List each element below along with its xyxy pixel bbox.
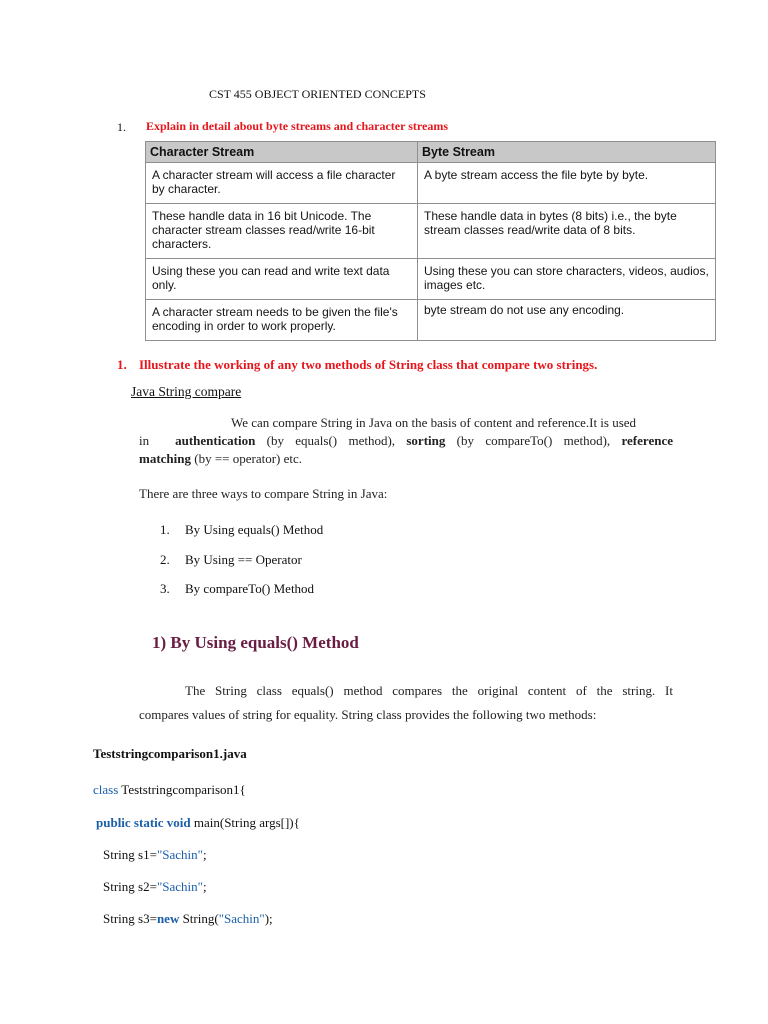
ways-intro: There are three ways to compare String in Java: bbox=[139, 486, 388, 501]
table-cell: A character stream will access a file character by character. bbox=[146, 163, 418, 204]
code-line: String s3=new String("Sachin"); bbox=[103, 911, 273, 926]
comparison-ways-list bbox=[160, 522, 323, 611]
intro-line-2: in authentication (by equals() method), sorting (by compareTo() method), reference bbox=[139, 433, 673, 448]
table-cell: These handle data in 16 bit Unicode. The character stream classes read/write 16-bit characters. bbox=[146, 204, 418, 259]
question-2-number: 1. bbox=[117, 357, 127, 372]
table-row bbox=[146, 163, 716, 204]
question-1-number: 1. bbox=[117, 120, 126, 134]
code-filename: Teststringcomparison1.java bbox=[93, 746, 247, 761]
list-item: 1. By Using equals() Method bbox=[160, 522, 324, 537]
table-row bbox=[146, 259, 716, 300]
intro-line-3: matching (by == operator) etc. bbox=[139, 451, 303, 466]
code-line: String s2="Sachin"; bbox=[103, 879, 207, 894]
table-cell: Using these you can store characters, videos, audios, images etc. bbox=[418, 259, 716, 300]
intro-paragraph bbox=[139, 414, 673, 468]
table-cell: Using these you can read and write text data only. bbox=[146, 259, 418, 300]
table-row bbox=[146, 204, 716, 259]
code-line: String s1="Sachin"; bbox=[103, 847, 207, 862]
intro-line-1: We can compare String in Java on the basis of content and reference.It is used bbox=[231, 415, 637, 430]
table-cell: These handle data in bytes (8 bits) i.e., the byte stream classes read/write data of 8 bits. bbox=[418, 204, 716, 259]
table-header-row bbox=[146, 142, 716, 163]
column-header-character-stream: Character Stream bbox=[146, 142, 418, 163]
column-header-byte-stream: Byte Stream bbox=[418, 142, 716, 163]
table-cell: A byte stream access the file byte by byte. bbox=[418, 163, 716, 204]
table-cell: byte stream do not use any encoding. bbox=[418, 300, 716, 341]
list-item: 2. By Using == Operator bbox=[160, 551, 302, 567]
equals-line-1: The String class equals() method compares the original content of the string. It bbox=[185, 683, 673, 698]
code-line: public static void main(String args[]){ bbox=[96, 815, 300, 830]
table-row bbox=[146, 300, 716, 341]
document-header: CST 455 OBJECT ORIENTED CONCEPTS bbox=[209, 87, 426, 101]
section-heading: 1) By Using equals() Method bbox=[152, 633, 359, 652]
question-1-text: Explain in detail about byte streams and character streams bbox=[146, 119, 448, 133]
equals-line-2: compares values of string for equality. String class provides the following two methods: bbox=[139, 707, 597, 722]
subheading-java-string-compare: Java String compare bbox=[131, 384, 242, 399]
question-2-text: Illustrate the working of any two methods of String class that compare two strings. bbox=[139, 357, 598, 372]
equals-paragraph bbox=[139, 679, 673, 727]
list-item: 3. By compareTo() Method bbox=[160, 581, 315, 596]
code-line: class Teststringcomparison1{ bbox=[93, 782, 246, 797]
table-cell: A character stream needs to be given the file's encoding in order to work properly. bbox=[146, 300, 418, 341]
stream-comparison-table bbox=[145, 141, 716, 341]
